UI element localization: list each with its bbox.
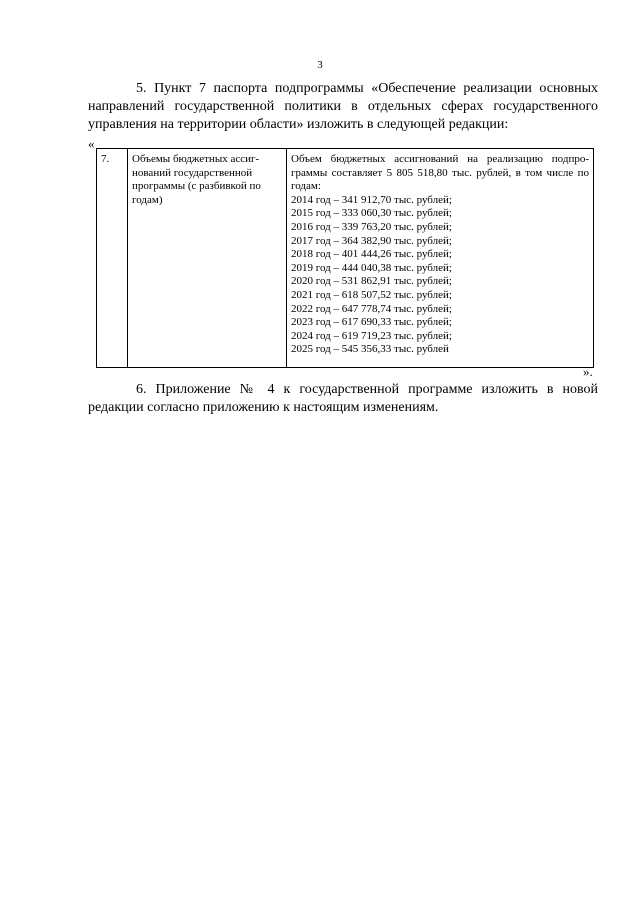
funding-year-line: 2025 год – 545 356,33 тыс. рублей — [291, 343, 449, 356]
funding-year-line: 2017 год – 364 382,90 тыс. рублей; — [291, 234, 452, 247]
funding-year-line: 2020 год – 531 862,91 тыс. рублей; — [291, 275, 452, 288]
funding-year-line: 2015 год – 333 060,30 тыс. рублей; — [291, 207, 452, 220]
funding-intro: Объем бюджетных ассигнований на реализацию подпро-граммы составляет 5 805 518,80 тыс. рублей, в том числе по годам: — [291, 153, 589, 193]
passport-table — [96, 148, 594, 368]
item-6-paragraph — [88, 381, 598, 417]
row-number-cell: 7. — [97, 149, 128, 368]
closing-quote: ». — [583, 364, 593, 379]
item-5-line: управления на территории области» изложить в следующей редакции: — [88, 117, 509, 132]
item-5-line: направлений государственной политики в отдельных сферах государственного — [88, 99, 598, 114]
funding-year-line: 2021 год – 618 507,52 тыс. рублей; — [291, 288, 452, 301]
opening-quote: « — [88, 136, 95, 151]
funding-year-line: 2023 год – 617 690,33 тыс. рублей; — [291, 316, 452, 329]
funding-year-line: 2024 год – 619 719,23 тыс. рублей; — [291, 329, 452, 342]
row-value-cell — [287, 149, 594, 368]
funding-year-line: 2016 год – 339 763,20 тыс. рублей; — [291, 220, 452, 233]
table-row — [97, 149, 594, 368]
funding-year-line: 2018 год – 401 444,26 тыс. рублей; — [291, 248, 452, 261]
funding-year-line: 2022 год – 647 778,74 тыс. рублей; — [291, 302, 452, 315]
item-5-paragraph — [88, 80, 598, 134]
funding-year-line: 2019 год – 444 040,38 тыс. рублей; — [291, 261, 452, 274]
page-number: 3 — [317, 59, 323, 71]
funding-year-line: 2014 год – 341 912,70 тыс. рублей; — [291, 193, 452, 206]
item-5-line: 5. Пункт 7 паспорта подпрограммы «Обеспечение реализации основных — [136, 81, 598, 96]
item-6-line: редакции согласно приложению к настоящим изменениям. — [88, 400, 439, 415]
row-label-cell: Объемы бюджетных ассиг-нований государственной программы (с разбивкой по годам) — [128, 149, 287, 368]
item-6-line: 6. Приложение № 4 к государственной программе изложить в новой — [136, 382, 598, 397]
